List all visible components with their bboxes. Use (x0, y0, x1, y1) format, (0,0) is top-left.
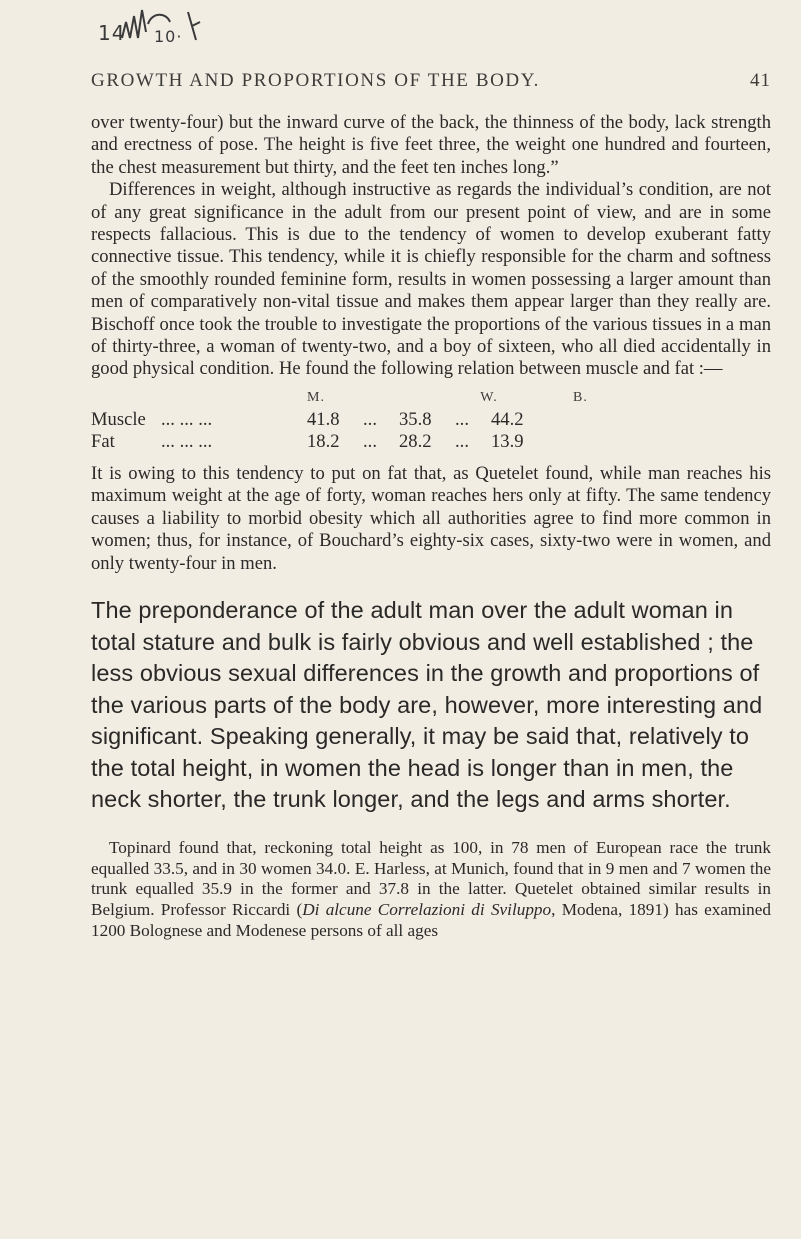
paragraph-weight-differences: Differences in weight, although instructive as regards the individual’s condition, are not of any great significance in the adult from our present point of view, and are in some respects fallacious. This is due to the tendency of women to develop exuberant fatty connective tissue. This tendency, while it is chiefly responsible for the charm and softness of the smoothly rounded feminine form, results in women possessing a larger amount than men of comparatively non-vital tissue and makes them appear larger than they really are. Bischoff once took the trouble to investigate the proportions of the various tissues in a man of thirty-three, a woman of twenty-two, and a boy of sixteen, who all died accidentally in good physical condition. He found the following relation between muscle and fat :— (91, 179, 771, 380)
table-row (91, 409, 771, 431)
col-header-man: M. (307, 389, 325, 405)
page-number: 41 (750, 70, 771, 91)
small-text-a: Topinard found that, reckoning total height as 100, in 78 men of European race the trunk equalled 33.5, and in 30 women 34.0. E. Harless, at Munich, found that in 9 men and 7 women the trunk equalled 35.9 in the former and 37.8 in the latter. Quetelet obtained similar results in Belgium. Professor Riccardi ( (91, 838, 771, 920)
paragraph-small-print (91, 838, 771, 942)
svg-text:14: 14 (98, 21, 126, 45)
table-row (91, 431, 771, 453)
cell-muscle-man: 41.8 (307, 408, 340, 430)
row-leader-dots: ... ... ... (161, 408, 213, 430)
cell-dots: ... (363, 430, 377, 452)
cell-dots: ... (363, 408, 377, 430)
muscle-fat-table (91, 387, 771, 453)
svg-text:10·: 10· (154, 27, 183, 46)
col-header-boy: B. (573, 389, 588, 405)
header-title: GROWTH AND PROPORTIONS OF THE BODY. (91, 70, 540, 91)
cell-dots: ... (455, 430, 469, 452)
small-text-italic-title: Di alcune Correlazioni di Sviluppo (302, 900, 552, 920)
cell-muscle-boy: 44.2 (491, 408, 524, 430)
library-stamp (92, 2, 212, 48)
cell-fat-boy: 13.9 (491, 430, 524, 452)
stamp-mark-icon (92, 2, 212, 48)
running-header (91, 70, 771, 92)
paragraph-continued: over twenty-four) but the inward curve of the back, the thinness of the body, lack strength and erectness of pose. The height is five feet three, the weight one hundred and fourteen, the chest measurement but thirty, and the feet ten inches long.” (91, 112, 771, 178)
cell-dots: ... (455, 408, 469, 430)
row-leader-dots: ... ... ... (161, 430, 213, 452)
row-label-muscle: Muscle (91, 408, 146, 430)
table-header-row (91, 387, 771, 409)
summary-paragraph-large: The preponderance of the adult man over the adult woman in total stature and bulk is fairly obvious and well established ; the less obvious sexual differences in the growth and proportions of the various parts of the body are, however, more interesting and significant. Speaking generally, it may be said that, relatively to the total height, in women the head is longer than in men, the neck shorter, the trunk longer, and the legs and arms shorter. (91, 596, 763, 813)
col-header-woman: W. (480, 389, 498, 405)
cell-fat-man: 18.2 (307, 430, 340, 452)
cell-muscle-woman: 35.8 (399, 408, 432, 430)
paragraph-fat-tendency: It is owing to this tendency to put on fat that, as Quetelet found, while man reaches his maximum weight at the age of forty, woman reaches hers only at fifty. The same tendency causes a liability to morbid obesity which all authorities agree to find more common in women; thus, for instance, of Bouchard’s eighty-six cases, sixty-two were in women, and only twenty-four in men. (91, 462, 771, 574)
small-text-b: , Modena, 1891) has examined 1200 Bolognese and Modenese persons of all ages (91, 900, 771, 940)
page-body (91, 112, 771, 942)
row-label-fat: Fat (91, 430, 115, 452)
cell-fat-woman: 28.2 (399, 430, 432, 452)
